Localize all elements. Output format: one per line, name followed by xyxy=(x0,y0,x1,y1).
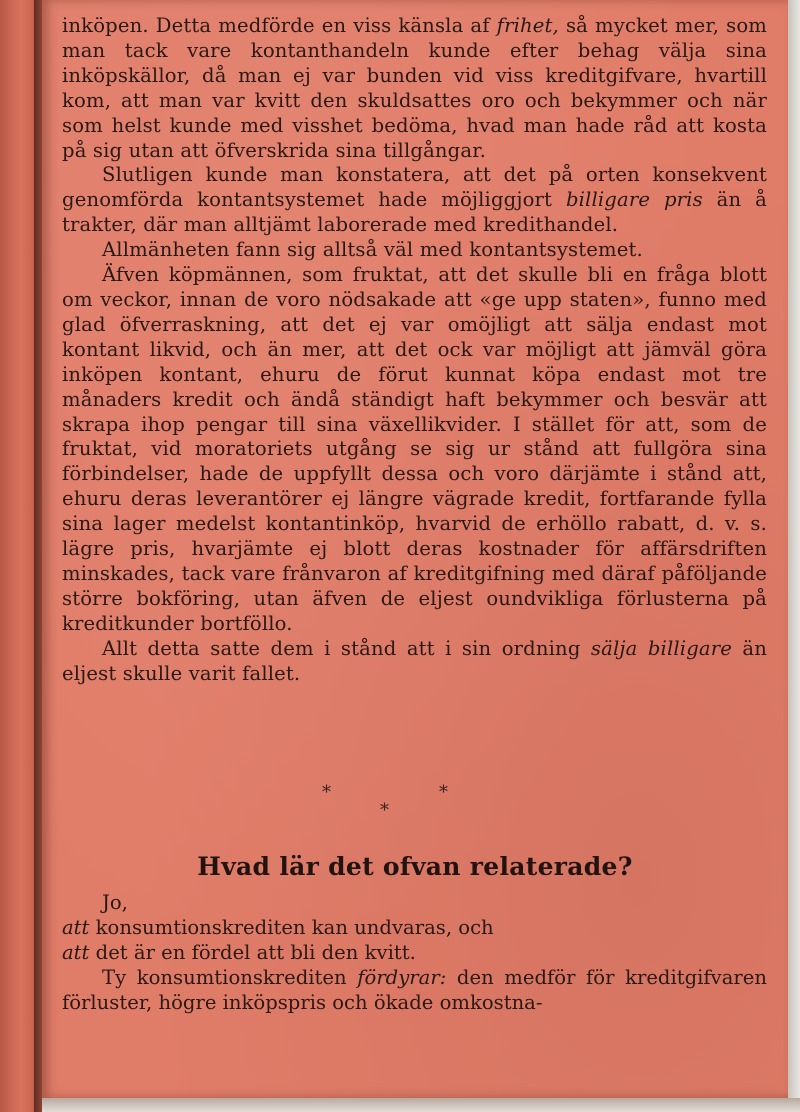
text-run: det är en fördel att bli den kvitt. xyxy=(89,940,416,964)
separator-star: * xyxy=(439,782,448,803)
paragraph xyxy=(62,891,767,916)
emphasized-text: billigare pris xyxy=(565,188,703,212)
emphasized-text: fördyrar: xyxy=(357,965,447,989)
paragraph xyxy=(62,941,767,966)
page-bottom-edge xyxy=(42,1098,800,1112)
paragraph xyxy=(62,163,767,238)
page-stack-edge xyxy=(788,0,800,1112)
text-run: Ty konsumtionskrediten xyxy=(102,965,358,989)
separator-star: * xyxy=(322,782,331,803)
text-run: Allmänheten fann sig alltså väl med kontantsystemet. xyxy=(102,238,643,262)
emphasized-text: frihet, xyxy=(496,14,559,37)
separator-star: * xyxy=(380,800,389,821)
text-run: Slutligen kunde man konstatera, att det på orten konsekvent genomförda kontantsystemet hade möjliggjort xyxy=(62,163,767,212)
emphasized-text: att xyxy=(62,915,90,939)
text-run: så mycket mer, som man tack vare kontanthandeln kunde efter behag välja sina inköpskällor, då man ej var bunden vid viss kreditgifvare, hvartill kom, att man var kvitt den skuldsattes oro och bekymmer och när som helst kunde med visshet bedöma, hvad man hade råd att kosta på sig utan att öfverskrida sina tillgångar. xyxy=(62,14,767,162)
text-run: inköpen. Detta medförde en viss känsla af xyxy=(62,14,497,37)
section-heading: Hvad lär det ofvan relaterade? xyxy=(197,852,633,881)
section-separator xyxy=(42,782,788,822)
emphasized-text: att xyxy=(62,940,90,964)
paragraph xyxy=(62,966,767,1016)
body-text xyxy=(62,14,767,686)
paragraph xyxy=(62,238,767,263)
text-run: än eljest skulle varit fallet. xyxy=(62,636,767,685)
text-run: den medför för kreditgifvaren förluster, högre inköpspris och ökade omkostna- xyxy=(62,965,767,1014)
paragraph xyxy=(62,14,767,163)
paragraph xyxy=(62,916,767,941)
text-run: konsumtionskrediten kan undvaras, och xyxy=(89,915,494,939)
left-page-edge xyxy=(0,0,38,1112)
paragraph xyxy=(62,637,767,687)
body-text-continued xyxy=(62,891,767,1016)
text-run: än å trakter, där man alltjämt laborerade med kredithandel. xyxy=(62,188,767,237)
emphasized-text: sälja billigare xyxy=(590,636,732,660)
text-run: Allt detta satte dem i stånd att i sin ordning xyxy=(102,636,591,660)
text-run: Jo, xyxy=(102,891,128,914)
text-run: Äfven köpmännen, som fruktat, att det skulle bli en fråga blott om veckor, innan de voro nödsakade att «ge upp staten», funno med glad öfverraskning, att det ej var omöjligt att sälja endast mot kontant likvid, och än mer, att det ock var möjligt att jämväl göra inköpen kontant, ehuru de förut kunnat köpa endast mot tre månaders kredit och ändå ständigt haft bekymmer och besvär att skrapa ihop pengar till sina växellikvider. I stället för att, som de fruktat, vid moratoriets utgång se sig ur stånd att fullgöra sina förbindelser, hade de uppfyllt dessa och voro därjämte i stånd att, ehuru deras leverantörer ej längre vägrade kredit, fortfarande fylla sina lager medelst kontantinköp, hvarvid de erhöllo rabatt, d. v. s. lägre pris, hvarjämte ej blott deras kostnader för affärsdriften minskades, tack vare frånvaron af kreditgifning med däraf påföljande större bokföring, utan äfven de eljest oundvikliga förlusterna på kreditkunder bortföllo. xyxy=(62,263,767,635)
paragraph xyxy=(62,263,767,637)
book-page xyxy=(42,0,788,1098)
